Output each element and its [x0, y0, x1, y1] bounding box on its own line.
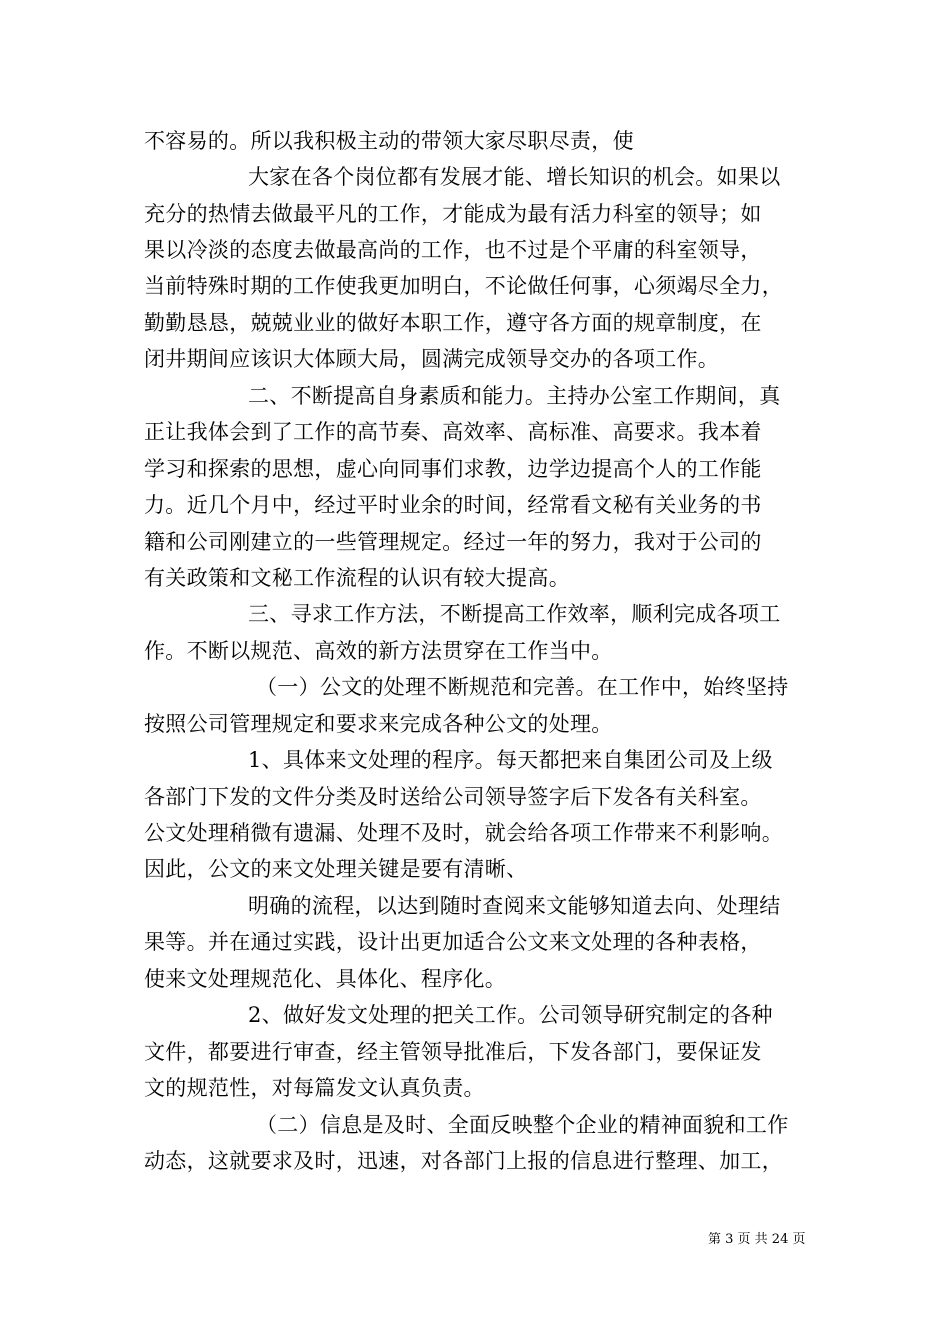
text-line: 1、具体来文处理的程序。每天都把来自集团公司及上级	[248, 748, 773, 772]
text-line: 作。不断以规范、高效的新方法贯穿在工作当中。	[144, 639, 613, 663]
text-line: 明确的流程，以达到随时查阅来文能够知道去向、处理结	[248, 894, 781, 918]
text-line: （一）公文的处理不断规范和完善。在工作中，始终坚持	[256, 675, 789, 699]
text-line: 按照公司管理规定和要求来完成各种公文的处理。	[144, 712, 613, 736]
text-line: 闭井期间应该识大体顾大局，圆满完成领导交办的各项工作。	[144, 347, 720, 371]
text-line: 三、寻求工作方法，不断提高工作效率，顺利完成各项工	[248, 602, 781, 626]
text-line: 二、不断提高自身素质和能力。主持办公室工作期间，真	[248, 384, 781, 408]
text-line: 各部门下发的文件分类及时送给公司领导签字后下发各有关科室。	[144, 785, 762, 809]
text-line: （二）信息是及时、全面反映整个企业的精神面貌和工作	[256, 1113, 789, 1137]
page-number: 第 3 页 共 24 页	[708, 1232, 806, 1247]
text-line: 力。近几个月中，经过平时业余的时间，经常看文秘有关业务的书	[144, 493, 762, 517]
text-line: 动态，这就要求及时，迅速，对各部门上报的信息进行整理、加工，	[144, 1149, 783, 1173]
text-line: 因此，公文的来文处理关键是要有清晰、	[144, 857, 528, 881]
text-line: 有关政策和文秘工作流程的认识有较大提高。	[144, 566, 570, 590]
text-line: 正让我体会到了工作的高节奏、高效率、高标准、高要求。我本着	[144, 420, 762, 444]
text-line: 使来文处理规范化、具体化、程序化。	[144, 967, 507, 991]
text-line: 果等。并在通过实践，设计出更加适合公文来文处理的各种表格，	[144, 930, 762, 954]
text-line: 大家在各个岗位都有发展才能、增长知识的机会。如果以	[248, 165, 781, 189]
text-line: 当前特殊时期的工作使我更加明白，不论做任何事，心须竭尽全力，	[144, 274, 783, 298]
text-line: 2、做好发文处理的把关工作。公司领导研究制定的各种	[248, 1003, 773, 1027]
text-line: 文的规范性，对每篇发文认真负责。	[144, 1076, 485, 1100]
text-line: 充分的热情去做最平凡的工作，才能成为最有活力科室的领导；如	[144, 202, 762, 226]
text-line: 籍和公司刚建立的一些管理规定。经过一年的努力，我对于公司的	[144, 530, 762, 554]
text-line: 果以冷淡的态度去做最高尚的工作，也不过是个平庸的科室领导，	[144, 238, 762, 262]
text-line: 公文处理稍微有遗漏、处理不及时，就会给各项工作带来不利影响。	[144, 821, 783, 845]
text-line: 学习和探索的思想，虚心向同事们求教，边学边提高个人的工作能	[144, 457, 762, 481]
text-line: 文件，都要进行审查，经主管领导批准后，下发各部门，要保证发	[144, 1040, 762, 1064]
text-line: 勤勤恳恳，兢兢业业的做好本职工作，遵守各方面的规章制度，在	[144, 311, 762, 335]
text-line: 不容易的。所以我积极主动的带领大家尽职尽责，使	[144, 129, 634, 153]
